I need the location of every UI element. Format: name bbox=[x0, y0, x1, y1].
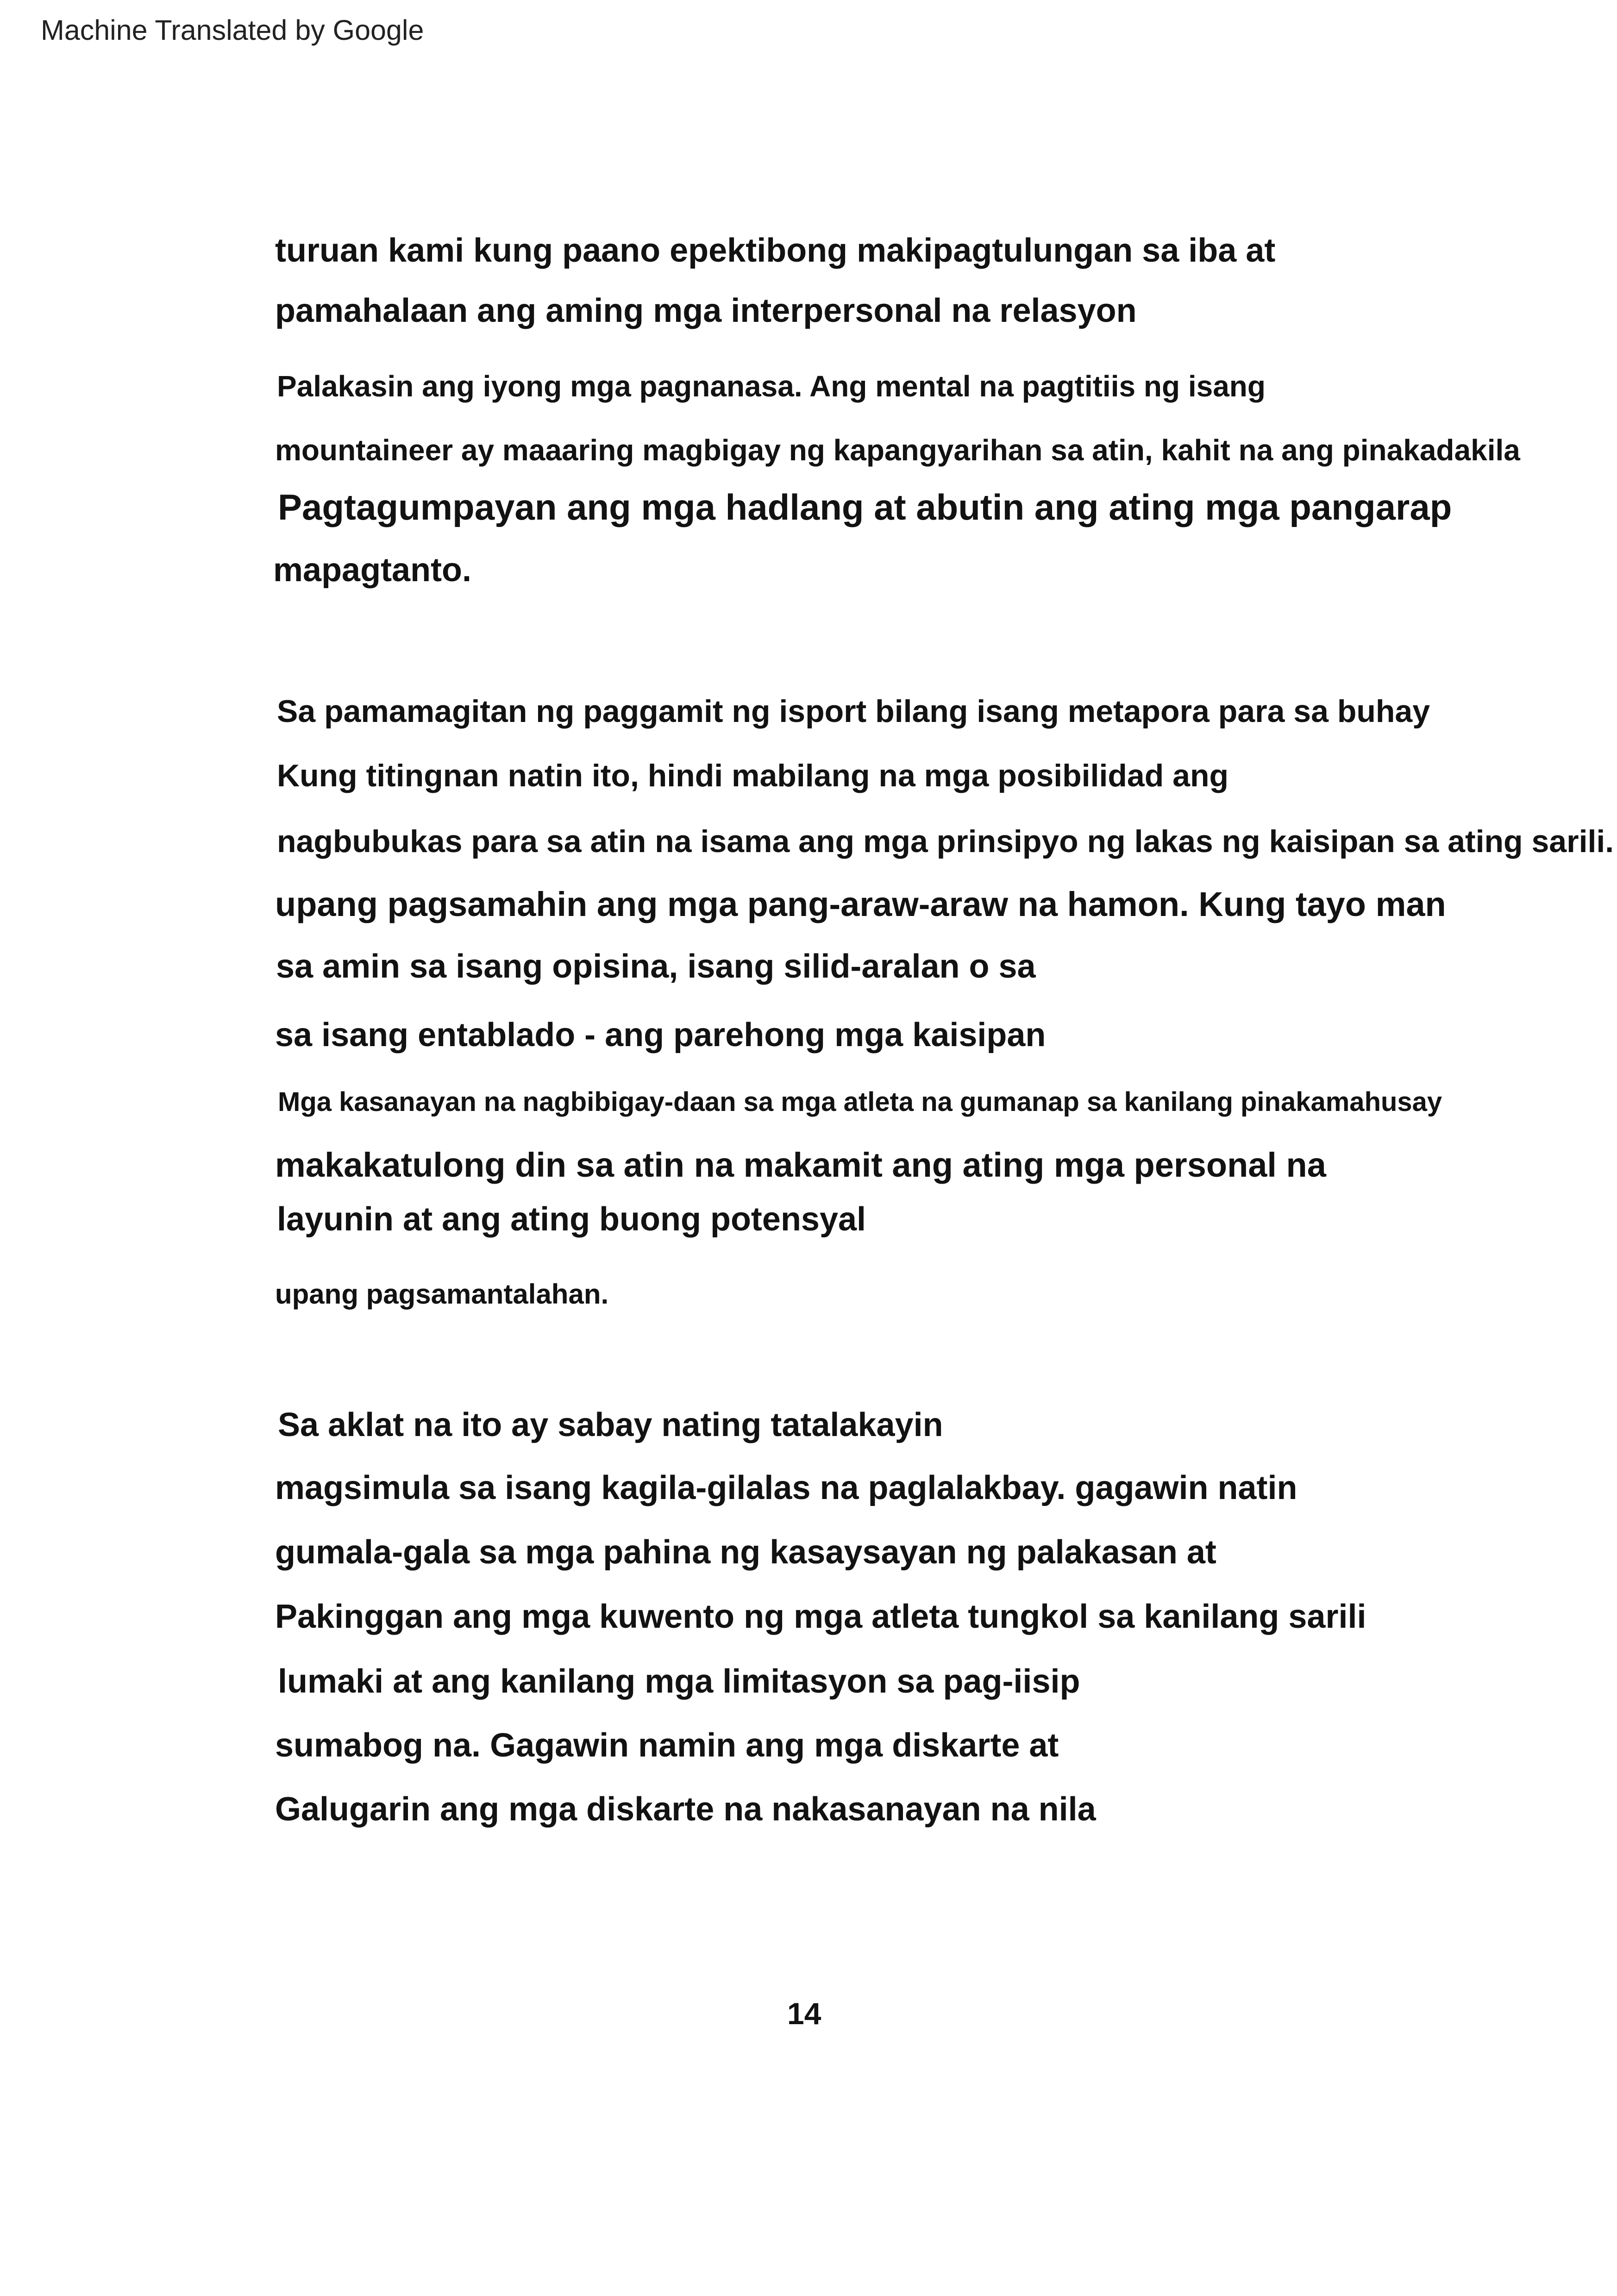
body-line: Galugarin ang mga diskarte na nakasanayan na nila bbox=[275, 1791, 1096, 1828]
body-line: magsimula sa isang kagila-gilalas na paglalakbay. gagawin natin bbox=[275, 1469, 1297, 1506]
body-line: lumaki at ang kanilang mga limitasyon sa pag-iisip bbox=[278, 1663, 1080, 1700]
body-line: sumabog na. Gagawin namin ang mga diskarte at bbox=[275, 1727, 1059, 1764]
body-line: gumala-gala sa mga pahina ng kasaysayan ng palakasan at bbox=[275, 1534, 1216, 1571]
page-number: 14 bbox=[787, 1996, 821, 2031]
body-line: sa amin sa isang opisina, isang silid-aralan o sa bbox=[276, 948, 1036, 985]
body-line: sa isang entablado - ang parehong mga kaisipan bbox=[275, 1016, 1046, 1054]
body-line: Kung titingnan natin ito, hindi mabilang na mga posibilidad ang bbox=[277, 758, 1229, 793]
body-line: Sa pamamagitan ng paggamit ng isport bilang isang metapora para sa buhay bbox=[277, 694, 1430, 729]
body-line: Pakinggan ang mga kuwento ng mga atleta tungkol sa kanilang sarili bbox=[275, 1598, 1366, 1635]
body-line: Sa aklat na ito ay sabay nating tatalakayin bbox=[278, 1406, 943, 1443]
body-line: upang pagsamantalahan. bbox=[275, 1279, 609, 1310]
machine-translation-banner: Machine Translated by Google bbox=[41, 14, 424, 46]
body-line: makakatulong din sa atin na makamit ang ating mga personal na bbox=[275, 1146, 1326, 1184]
body-line: mapagtanto. bbox=[273, 552, 472, 589]
body-line: Palakasin ang iyong mga pagnanasa. Ang mental na pagtitiis ng isang bbox=[277, 370, 1266, 403]
body-line: turuan kami kung paano epektibong makipagtulungan sa iba at bbox=[275, 232, 1276, 269]
body-line: Pagtagumpayan ang mga hadlang at abutin ang ating mga pangarap bbox=[278, 487, 1452, 527]
body-line: mountaineer ay maaaring magbigay ng kapangyarihan sa atin, kahit na ang pinakadakila bbox=[275, 433, 1520, 467]
body-line: layunin at ang ating buong potensyal bbox=[277, 1201, 866, 1238]
body-line: upang pagsamahin ang mga pang-araw-araw na hamon. Kung tayo man bbox=[275, 885, 1446, 923]
body-line: pamahalaan ang aming mga interpersonal na relasyon bbox=[275, 292, 1137, 329]
body-line: Mga kasanayan na nagbibigay-daan sa mga atleta na gumanap sa kanilang pinakamahusay bbox=[278, 1087, 1442, 1117]
body-line: nagbubukas para sa atin na isama ang mga prinsipyo ng lakas ng kaisipan sa ating sarili. bbox=[277, 824, 1614, 859]
